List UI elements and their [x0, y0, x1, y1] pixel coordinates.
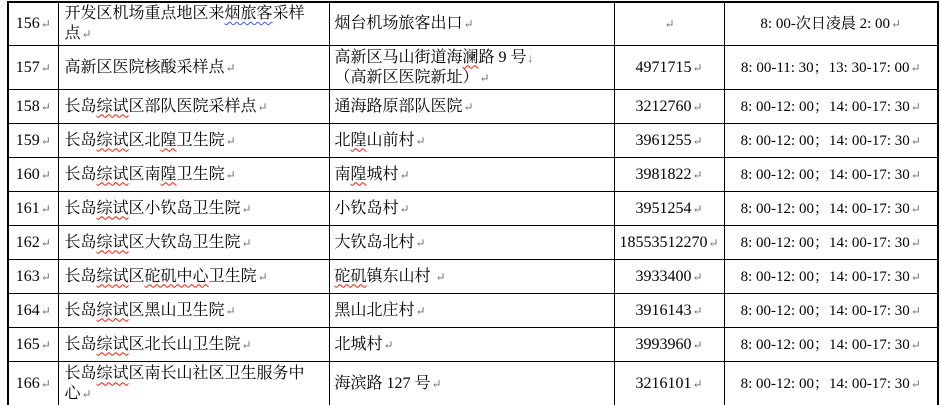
hours-cell — [724, 192, 938, 226]
paragraph-mark: ↵ — [463, 17, 474, 31]
text-segment: 开发区机场重点地区来 — [64, 5, 225, 22]
text-segment: 小钦岛村 — [334, 199, 399, 217]
hours-cell — [724, 158, 938, 192]
text-segment: 北 — [334, 131, 351, 149]
paragraph-mark: ↵ — [40, 235, 51, 250]
text-segment: 长岛 — [64, 165, 97, 183]
text-segment: 163 — [15, 267, 40, 285]
paragraph-mark: ↵ — [399, 167, 410, 182]
text-segment: 158 — [15, 97, 40, 115]
paragraph-mark: ↵ — [415, 235, 426, 250]
paragraph-mark: ↵ — [708, 235, 719, 250]
hours-cell — [724, 90, 938, 124]
text-segment: 8: 00-12: 00；14: 00-17: 30 — [740, 200, 910, 217]
text-segment: 3933400 — [635, 267, 692, 285]
paragraph-mark: ↵ — [415, 133, 426, 148]
site-name-cell — [58, 260, 329, 294]
text-segment: 162 — [15, 233, 40, 251]
paragraph-mark: ↵ — [225, 167, 236, 182]
text-segment: 澜 — [462, 48, 479, 66]
paragraph-mark: ↵ — [910, 235, 921, 250]
table-row — [8, 294, 938, 328]
text-segment: 砣矶中心 — [144, 267, 209, 285]
phone-cell — [614, 362, 724, 405]
paragraph-mark: ↵ — [40, 377, 51, 392]
site-name-cell — [58, 90, 329, 124]
address-cell — [329, 362, 614, 405]
text-segment: 8: 00-12: 00；14: 00-17: 30 — [740, 132, 910, 149]
phone-cell — [614, 294, 724, 328]
text-segment: 长岛 — [64, 131, 97, 149]
row-number-cell — [8, 46, 58, 90]
paragraph-mark: ↵ — [910, 133, 921, 148]
row-number-cell — [8, 260, 58, 294]
paragraph-mark: ↵ — [40, 60, 51, 75]
phone-cell — [614, 124, 724, 158]
text-segment: 4971715 — [635, 58, 692, 76]
text-segment: 黑山北庄村 — [334, 301, 415, 319]
paragraph-mark: ↵ — [692, 201, 703, 216]
paragraph-mark: ↵ — [40, 269, 51, 284]
text-segment: 南 — [334, 165, 351, 183]
address-cell — [329, 226, 614, 260]
paragraph-mark: ↵ — [225, 133, 236, 148]
site-name-cell — [58, 46, 329, 90]
paragraph-mark: ↵ — [225, 303, 236, 318]
text-segment: 156 — [15, 15, 40, 32]
text-segment: 161 — [15, 199, 40, 217]
text-segment: 8: 00-12: 00；14: 00-17: 30 — [740, 302, 910, 319]
text-segment: 综试 — [96, 165, 129, 183]
text-segment: 157 — [15, 58, 40, 76]
text-segment: 3216101 — [635, 375, 692, 393]
paragraph-mark: ↵ — [40, 303, 51, 318]
text-segment: 大钦岛北村 — [334, 233, 415, 251]
paragraph-mark: ↵ — [692, 167, 703, 182]
text-segment: 镇东山村 — [366, 267, 435, 285]
paragraph-mark: ↵ — [910, 60, 921, 75]
table-row — [8, 362, 938, 405]
text-segment: 160 — [15, 165, 40, 183]
phone-cell — [614, 226, 724, 260]
text-segment: 隍 — [350, 131, 367, 149]
paragraph-mark: ↵ — [891, 17, 902, 31]
paragraph-mark: ↵ — [910, 99, 921, 114]
paragraph-mark: ↵ — [40, 337, 51, 352]
table-row — [8, 328, 938, 362]
hours-cell — [724, 226, 938, 260]
text-segment: 城村 — [366, 165, 399, 183]
text-segment: 区南 — [128, 165, 161, 183]
text-segment: 采样点 — [64, 5, 305, 42]
table-row — [8, 158, 938, 192]
text-segment: 164 — [15, 301, 40, 319]
hours-cell — [724, 294, 938, 328]
text-segment: 综试 — [96, 199, 129, 217]
text-segment: 北城村 — [334, 335, 383, 353]
paragraph-mark: ↵ — [910, 303, 921, 318]
text-segment: 区北 — [128, 131, 161, 149]
table-row — [8, 90, 938, 124]
phone-cell — [614, 328, 724, 362]
table-row — [8, 2, 938, 46]
address-cell — [329, 328, 614, 362]
site-name-cell — [58, 362, 329, 405]
row-number-cell — [8, 90, 58, 124]
paragraph-mark: ↵ — [415, 303, 426, 318]
text-segment: 长岛 — [64, 335, 97, 353]
phone-cell — [614, 90, 724, 124]
paragraph-mark: ↵ — [692, 377, 703, 392]
text-segment: 区 — [128, 267, 145, 285]
table-body — [8, 2, 938, 405]
text-segment: 高新区马山街道海 — [334, 48, 463, 66]
phone-cell — [614, 260, 724, 294]
paragraph-mark: ↵ — [463, 99, 474, 114]
paragraph-mark: ↵ — [692, 303, 703, 318]
text-segment: 卫生院 — [176, 165, 225, 183]
text-segment: 3993960 — [635, 335, 692, 353]
text-segment: 3916143 — [635, 301, 692, 319]
text-segment: 高新区医院核酸采样点 — [64, 58, 225, 76]
text-segment: 综试 — [96, 97, 129, 115]
paragraph-mark: ↵ — [910, 377, 921, 392]
text-segment: 8: 00-12: 00；14: 00-17: 30 — [740, 234, 910, 251]
paragraph-mark: ↵ — [692, 99, 703, 114]
text-segment: 砣矶 — [334, 267, 367, 285]
address-cell — [329, 2, 614, 46]
text-segment: 长岛 — [64, 97, 97, 115]
text-segment: 8: 00-次日凌晨 2: 00 — [760, 16, 891, 32]
paragraph-mark: ↵ — [692, 133, 703, 148]
text-segment: 长岛 — [64, 365, 97, 383]
text-segment: 卫生院 — [176, 131, 225, 149]
paragraph-mark: ↵ — [910, 269, 921, 284]
text-segment: 路 9 号 — [478, 48, 527, 66]
text-segment: 综试 — [96, 335, 129, 353]
text-segment: 18553512270 — [619, 233, 708, 251]
address-cell — [329, 46, 614, 90]
text-segment: 综试 — [96, 267, 129, 285]
text-segment: 隍 — [160, 131, 177, 149]
text-segment: 166 — [15, 375, 40, 393]
paragraph-mark: ↵ — [910, 201, 921, 216]
text-segment: 海滨路 127 号 — [334, 375, 431, 393]
paragraph-mark: ↵ — [40, 133, 51, 148]
hours-cell — [724, 124, 938, 158]
text-segment: 长岛 — [64, 199, 97, 217]
text-segment: 区黑山卫生院 — [128, 301, 225, 319]
phone-cell — [614, 192, 724, 226]
text-segment: 区小钦岛卫生院 — [128, 199, 241, 217]
row-number-cell — [8, 226, 58, 260]
site-name-cell — [58, 2, 329, 46]
sampling-sites-table — [7, 1, 939, 405]
text-segment: 长岛 — [64, 233, 97, 251]
text-segment: 8: 00-12: 00；14: 00-17: 30 — [740, 98, 910, 115]
paragraph-mark: ↵ — [910, 167, 921, 182]
paragraph-mark: ↵ — [692, 337, 703, 352]
text-segment: 隍 — [160, 165, 177, 183]
text-segment: 165 — [15, 335, 40, 353]
paragraph-mark: ↵ — [241, 337, 252, 352]
row-number-cell — [8, 158, 58, 192]
phone-cell — [614, 158, 724, 192]
paragraph-mark: ↵ — [431, 377, 442, 392]
paragraph-mark: ↵ — [81, 387, 92, 402]
address-cell — [329, 192, 614, 226]
paragraph-mark: ↵ — [399, 201, 410, 216]
paragraph-mark: ↵ — [40, 99, 51, 114]
site-name-cell — [58, 294, 329, 328]
text-segment: 综试 — [96, 301, 129, 319]
paragraph-mark: ↵ — [241, 201, 252, 216]
phone-cell — [614, 2, 724, 46]
paragraph-mark: ↵ — [257, 269, 268, 284]
table-row — [8, 226, 938, 260]
table-row — [8, 192, 938, 226]
text-segment: 159 — [15, 131, 40, 149]
site-name-cell — [58, 124, 329, 158]
paragraph-mark: ↵ — [664, 17, 675, 31]
hours-cell — [724, 46, 938, 90]
paragraph-mark: ↵ — [81, 27, 92, 41]
site-name-cell — [58, 328, 329, 362]
text-segment: 区北长山卫生院 — [128, 335, 241, 353]
row-number-cell — [8, 124, 58, 158]
paragraph-mark: ↵ — [225, 60, 236, 75]
text-segment: 长岛 — [64, 301, 97, 319]
hours-cell — [724, 2, 938, 46]
table-row — [8, 260, 938, 294]
text-segment: 3981822 — [635, 165, 692, 183]
row-number-cell — [8, 2, 58, 46]
paragraph-mark: ↵ — [40, 201, 51, 216]
text-segment: 8: 00-12: 00；14: 00-17: 30 — [740, 376, 910, 393]
paragraph-mark: ↵ — [435, 269, 446, 284]
address-cell — [329, 158, 614, 192]
line-break-mark: ↓ — [527, 50, 534, 65]
text-segment: 综试 — [96, 233, 129, 251]
text-segment: 8: 00-12: 00；14: 00-17: 30 — [740, 336, 910, 353]
row-number-cell — [8, 328, 58, 362]
hours-cell — [724, 328, 938, 362]
text-segment: 烟台机场旅客出口 — [334, 15, 463, 32]
text-segment: 区部队医院采样点 — [128, 97, 257, 115]
text-segment: 3961255 — [635, 131, 692, 149]
address-cell — [329, 90, 614, 124]
site-name-cell — [58, 226, 329, 260]
text-segment: 区南长山社区卫生服务中心 — [64, 365, 305, 403]
text-segment: 3951254 — [635, 199, 692, 217]
paragraph-mark: ↵ — [40, 17, 51, 31]
table-row — [8, 124, 938, 158]
text-segment: 卫生院 — [208, 267, 257, 285]
site-name-cell — [58, 158, 329, 192]
text-segment: 烟旅客 — [224, 5, 273, 22]
paragraph-mark: ↵ — [910, 337, 921, 352]
text-segment: 区大钦岛卫生院 — [128, 233, 241, 251]
paragraph-mark: ↵ — [692, 269, 703, 284]
site-name-cell — [58, 192, 329, 226]
text-segment: 综试 — [96, 365, 129, 383]
text-segment: 隍 — [350, 165, 367, 183]
address-cell — [329, 294, 614, 328]
text-segment: 3212760 — [635, 97, 692, 115]
text-segment: 山前村 — [366, 131, 415, 149]
paragraph-mark: ↵ — [40, 167, 51, 182]
text-segment: （高新区医院新址） — [334, 68, 479, 86]
paragraph-mark: ↵ — [692, 60, 703, 75]
table-row — [8, 46, 938, 90]
row-number-cell — [8, 192, 58, 226]
row-number-cell — [8, 294, 58, 328]
text-segment: 长岛 — [64, 267, 97, 285]
paragraph-mark: ↵ — [383, 337, 394, 352]
text-segment: 综试 — [96, 131, 129, 149]
text-segment: 8: 00-12: 00；14: 00-17: 30 — [740, 268, 910, 285]
paragraph-mark: ↵ — [241, 235, 252, 250]
paragraph-mark: ↵ — [479, 70, 490, 85]
row-number-cell — [8, 362, 58, 405]
address-cell — [329, 260, 614, 294]
hours-cell — [724, 260, 938, 294]
phone-cell — [614, 46, 724, 90]
hours-cell — [724, 362, 938, 405]
text-segment: 8: 00-12: 00；14: 00-17: 30 — [740, 166, 910, 183]
text-segment: 通海路原部队医院 — [334, 97, 463, 115]
text-segment: 8: 00-11: 30；13: 30-17: 00 — [740, 59, 910, 76]
address-cell — [329, 124, 614, 158]
paragraph-mark: ↵ — [257, 99, 268, 114]
